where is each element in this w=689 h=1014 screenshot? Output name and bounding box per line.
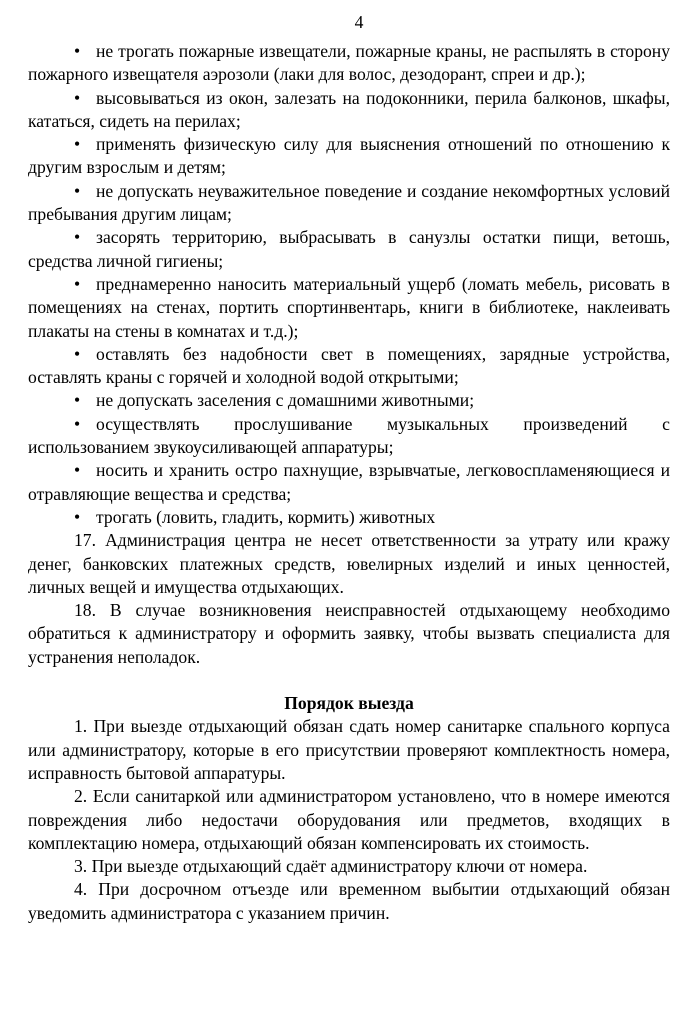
bullet-item-9: • осуществлять прослушивание музыкальных произведений с использованием звукоусиливающей аппаратуры; — [28, 413, 670, 458]
bullet-icon: • — [74, 413, 81, 434]
rule-17: 17. Администрация центра не несет ответственности за утрату или кражу денег, банковских платежных средств, ювелирных изделий и иных ценностей, личных вещей и имущества отдыхающих. — [28, 530, 670, 597]
bullet-item-3: • применять физическую силу для выяснения отношений по отношению к другим взрослым и детям; — [28, 134, 670, 178]
bullet-item-8: • не допускать заселения с домашними животными; — [28, 389, 670, 412]
prohibitions-list — [28, 40, 670, 529]
departure-item-4: 4. При досрочном отъезде или временном выбытии отдыхающий обязан уведомить администратора с указанием причин. — [28, 879, 670, 923]
departure-heading: Порядок выезда — [284, 693, 414, 714]
bullet-icon: • — [74, 180, 81, 201]
bullet-icon: • — [74, 87, 81, 108]
bullet-icon: • — [74, 506, 81, 527]
bullet-icon: • — [74, 134, 81, 155]
departure-item-2: 2. Если санитаркой или администратором установлено, что в номере имеются повреждения либо недостачи оборудования или предметов, входящих в комплектацию номера, отдыхающий обязан компенсировать их стоимость. — [28, 786, 670, 853]
document-page — [28, 10, 670, 925]
bullet-icon: • — [74, 227, 81, 248]
bullet-item-10: • носить и хранить остро пахнущие, взрывчатые, легковоспламеняющиеся и отравляющие вещества и средства; — [28, 460, 670, 504]
bullet-icon: • — [74, 273, 81, 294]
bullet-icon: • — [74, 343, 81, 364]
bullet-icon: • — [74, 390, 81, 411]
bullet-item-6: • преднамеренно наносить материальный ущерб (ломать мебель, рисовать в помещениях на стенах, портить спортинвентарь, книги в библиотеке, наклеивать плакаты на стены в комнатах и т.д.); — [28, 273, 670, 341]
bullet-item-1: • не трогать пожарные извещатели, пожарные краны, не распылять в сторону пожарного извещателя аэрозоли (лаки для волос, дезодорант, спреи и др.); — [28, 41, 670, 85]
page-number: 4 — [354, 12, 364, 32]
bullet-item-11: • трогать (ловить, гладить, кормить) животных — [28, 506, 670, 529]
bullet-icon: • — [74, 41, 81, 61]
bullet-item-5: • засорять территорию, выбрасывать в санузлы остатки пищи, ветошь, средства личной гигиены; — [28, 227, 670, 271]
departure-item-3: 3. При выезде отдыхающий сдаёт администратору ключи от номера. — [74, 856, 588, 877]
bullet-item-2: • высовываться из окон, залезать на подоконники, перила балконов, шкафы, кататься, сидеть на перилах; — [28, 87, 670, 131]
rule-18: 18. В случае возникновения неисправностей отдыхающему необходимо обратиться к администратору и оформить заявку, чтобы вызвать специалиста для устранения неполадок. — [28, 600, 670, 667]
bullet-item-7: • оставлять без надобности свет в помещениях, зарядные устройства, оставлять краны с горячей и холодной водой открытыми; — [28, 343, 670, 388]
bullet-item-4: • не допускать неуважительное поведение и создание некомфортных условий пребывания другим лицам; — [28, 180, 670, 225]
bullet-icon: • — [74, 460, 81, 481]
departure-item-1: 1. При выезде отдыхающий обязан сдать номер санитарке спального корпуса или администратору, которые в его присутствии проверяют комплектность номера, исправность бытовой аппаратуры. — [28, 716, 670, 783]
